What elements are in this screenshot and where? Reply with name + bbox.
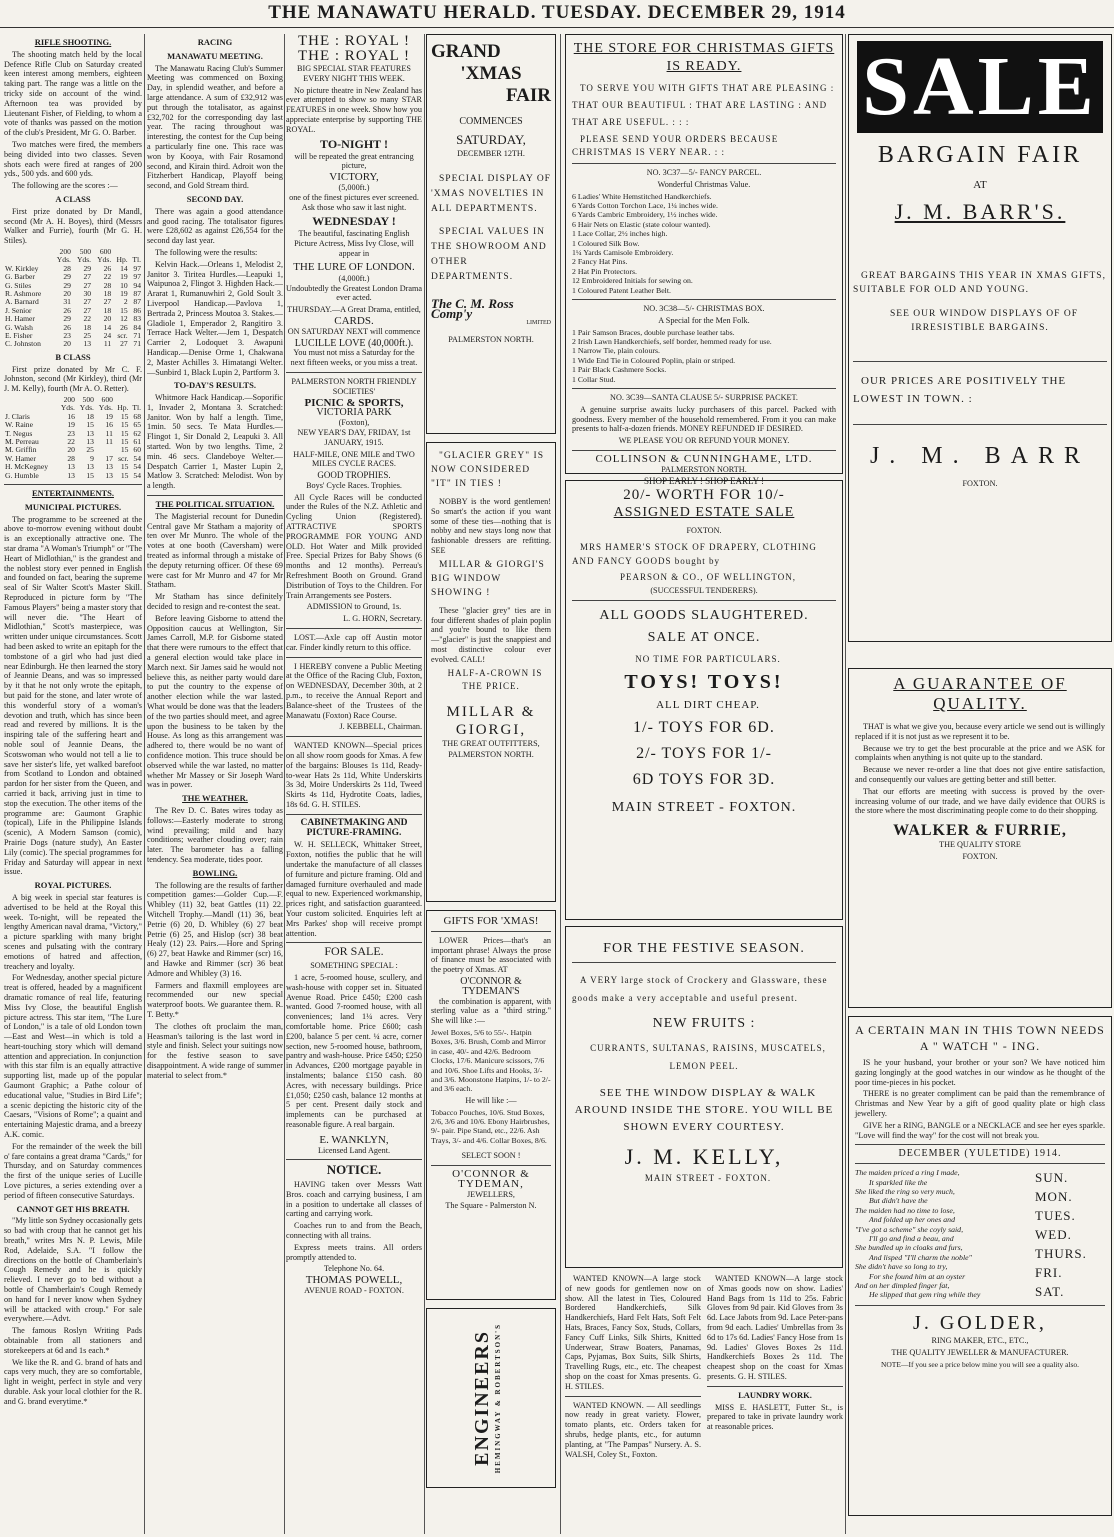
estate-cheap: ALL DIRT CHEAP. (656, 698, 760, 711)
walker-furrie: WALKER & FURRIE, (893, 822, 1067, 840)
table-header: 200 500 600 (59, 246, 112, 256)
table-row: G. Walsh 26 18 14 26 84 (5, 322, 141, 332)
estate-worth: 20/- WORTH FOR 10/- (623, 487, 785, 503)
picnic-text: All Cycle Races will be conducted under the Rules of the N.Z. Athletic and Cycling Union (Registered). ATTRACTIVE SPORTS PROGRAMME FOR YOUNG AND OLD. Hot Water and Milk provided Free. Special Prizes for Baby Shows (6 months and 12 months). Perreau's Refreshment Booth on Ground. Grand Distribution of Toys to the Children. For Train Arrangements see Posters. (286, 492, 422, 600)
political-text: Mr Statham has since definitely decided to resign and re-contest the seat. (147, 592, 283, 612)
political-text: The Magisterial recount for Dunedin Central gave Mr Statham a majority of ten over Mr Munro. The whole of the votes at one booth (Caversham) were treated as informal through a mistake of the deputy returning officer. Of these 69 were cast for Mr Munro and 47 for Mr Statham. (147, 511, 283, 590)
racing-heading: RACING (197, 37, 233, 47)
ross-limited: LIMITED (526, 319, 551, 326)
powell-name: THOMAS POWELL, (305, 1274, 403, 1287)
roslyn-text: The famous Roslyn Writing Pads obtainable from all stationers and storekeepers at 6d and 1s each.* (4, 1326, 142, 1355)
column-rule (284, 34, 285, 1534)
gifts-heading: GIFTS FOR 'XMAS! (443, 915, 539, 927)
list-item: 2 Hat Pin Protectors. (572, 266, 637, 276)
list-item: 6 Yards Cotton Torchon Lace, 1¼ inches wide. (572, 201, 718, 210)
gifts-he-list: Tobacco Pouches, 10/6. Stud Boxes, 2/6, 3/6 and 10/6. Ebony Hairbrushes, 9/- pair. Pipe Stand, etc., 22/6. Ash Trays, 3/- and 4/6. Collar Boxes, 8/6. (431, 1107, 550, 1145)
guarantee-text: Because we try to get the best procurable at the price and we ASK for complaints when anything is not quite up to the standard. (855, 743, 1105, 763)
estate-buyer: PEARSON & CO., OF WELLINGTON, (620, 571, 796, 582)
gifts-she-list: Jewel Boxes, 5/6 to 55/-. Hatpin Boxes, 3/6. Brush, Comb and Mirror in case, 40/- and 42/6. Bedroom Clocks, 17/6. Manicure scissors, 7/6 and 10/6. Shoe Lifts and Hooks, 3/- and 3/6. Moonstone Hatpins, 1/- to 2/- and 3/6 each. (431, 1027, 551, 1094)
laundry-text: MISS E. HASLETT, Futter St., is prepared to take in private laundry work at reasonable prices. (707, 1402, 843, 1432)
rifle-heading: RIFLE SHOOTING. (34, 37, 112, 47)
poem-line: The maiden had no time to lose, (855, 1205, 955, 1215)
fair-date: DECEMBER 12TH. (457, 148, 525, 158)
yuletide-days (1035, 1168, 1105, 1301)
racing-text: The following were the results: (155, 247, 258, 257)
cabinet-text: W. H. SELLECK, Whittaker Street, Foxton, notifies the public that he will undertake the manufacture of all classes of furniture and picture framing. Old and damaged furniture overhauled and made equal to new. Experienced workmanship, prices right, and satisfaction guaranteed. Your custom solicited. Enquiries left at Mrs Parkes' shop will receive prompt attention. (286, 840, 422, 938)
column-1 (4, 34, 142, 1534)
farmers-text: Farmers and flaxmill employees are recommended our new special waterproof boots. We guarantee them. R. T. Betty.* (147, 980, 283, 1019)
ross-logo: The C. M. Ross Comp'y (431, 296, 514, 322)
heasman-text: The clothes oft proclaim the man, Heasman's tailoring is the last word in style and finish. Select your suitings now for the festive season to save disappointment. A wide range of summer material to select from.* (147, 1021, 283, 1080)
bargain-text: GREAT BARGAINS THIS YEAR IN XMAS GIFTS, SUITABLE FOR OLD AND YOUNG. (853, 270, 1106, 295)
picnic-trophies: GOOD TROPHIES. (317, 470, 391, 481)
for-sale-heading: FOR SALE. (324, 944, 384, 959)
glacier-text: These "glacier grey" ties are in four different shades of plain poplin and you're bound to like them—"glacier" is just the snappiest and most distinctive colour ever evolved. CALL! (431, 605, 551, 664)
list-item: 1 Coloured Silk Bow. (572, 238, 640, 248)
millar-town: PALMERSTON NORTH. (448, 750, 534, 760)
stiles-notice: WANTED KNOWN—Special prices on all show room goods for Xmas. A few of the bargains: Blouses 1s 11d, Ready-to-wear Hats 2s 11d, White Underskirts 3s 3d, Moire Underskirts 2s 11d, Tweed Skirts 4s 11d, Hydrotite Coats, ladies, 18s 6d. G. H. STILES. (286, 741, 422, 809)
gifts-shop: O'CONNOR & TYDEMAN'S (460, 975, 522, 997)
table-row: M. Griffin 20 25 15 60 (5, 445, 141, 455)
table-row: R. Ashmore 20 30 18 19 87 (5, 288, 141, 298)
yuletide-poem (855, 1168, 1023, 1301)
racing-results: Kelvin Hack.—Orleans 1, Melodist 2, Janitor 3. Tiritea Hurdles.—Leapuki 1, Waipunoa 2, Flingot 3. Highden Hack.—Ararat 1, Rumanuwhiri 2, Gold Soult 3. Liverpool Handicap.—Pavlova 1, Bertrada 2, Princess Moutoa 3. Stakes.—Gladiole 1, Emperador 2, Rangitiro 3. Terrace Hack Welter.—Jem 1, Despatch Carrier 2, Lodoquet 3. Awapuni Handicap.—Denise Orme 1, Chakwana 2, Master Achilles 3. Himatangi Welter.—Sunbird 1, Black Lupin 2, Partform 3. (147, 259, 283, 377)
table-row: W. Hamer 28 9 17 scr. 54 (5, 453, 141, 463)
wednesday-heading: WEDNESDAY ! (312, 214, 396, 229)
table-row: M. Perreau 22 13 11 15 61 (5, 437, 141, 447)
fair-grand: GRAND (431, 41, 501, 62)
day-name: MON. (1035, 1189, 1073, 1205)
notice-text: HAVING taken over Messrs Watt Bros. coach and carrying business, I am in a position to undertake all classes of carting and carrying work. (286, 1180, 422, 1219)
poem-line: But didn't have the (869, 1196, 928, 1206)
fair-values: SPECIAL VALUES IN THE SHOWROOM AND OTHER DEPARTMENTS. (431, 227, 547, 283)
store-text: TO SERVE YOU WITH GIFTS THAT ARE PLEASING : THAT OUR BEAUTIFUL : THAT ARE LASTING : AND THAT ARE USEFUL. : : : (572, 83, 835, 127)
wanted-known-seedlings: WANTED KNOWN. — All seedlings now ready in great variety. Flower, tomato plants, etc. Orders taken for shrubs, hedge plants, etc., for autumn planting, at "The Pampas" Nursery. A. S. WALSH, Coley St., Foxton. (565, 1400, 701, 1459)
poem-line: "I've got a scheme" she coyly said, (855, 1224, 964, 1234)
royal-ad-title: THE : ROYAL ! (297, 33, 411, 49)
list-item: 6 Hair Nets on Elastic (state colour wanted). (572, 219, 711, 229)
bargain-prices: OUR PRICES ARE POSITIVELY THE LOWEST IN TOWN. : (853, 374, 1067, 405)
tonight-heading: TO-NIGHT ! (320, 136, 388, 151)
rifle-text: The following are the scores :— (12, 181, 118, 191)
golder-trade: RING MAKER, ETC., ETC., (931, 1336, 1029, 1346)
table-row: G. Stiles 29 27 28 10 94 (5, 280, 141, 290)
box-list (572, 328, 836, 384)
poem-line: He slipped that gem ring while they (869, 1290, 981, 1300)
estate-once: SALE AT ONCE. (647, 629, 761, 645)
gifts-address: The Square - Palmerston N. (445, 1201, 537, 1211)
column-6 (848, 34, 1112, 1534)
day-name: FRI. (1035, 1265, 1063, 1281)
royal-ad-text: No picture theatre in New Zealand has ever attempted to show so many STAR FEATURES in one week. Show how you appreciate enterprise by supporting THE ROYAL. (286, 85, 422, 134)
b-class-text: First prize donated by Mr C. F. Johnston, second (Mr Kirkley), third (Mr J. M. Kelly), fourth (Mr A. O. Retter). (4, 364, 142, 394)
municipal-text: The programme to be screened at the above to-morrow evening without doubt is an exceptionally attractive one. The star drama "A Woman's Triumph" or "The Heart of Midlothian," is the grandest and the noblest story ever penned in English and founded on fact, bearing the supreme seal of Sir Walter Scott's Master Skill. Reproduced in picture form by "The Famous Players" being a master story that will never die. "The Heart of Midlothian," Scott's masterpiece, was written under unique circumstances. Scott had been asked to write an epitaph for the tombstone of a girl who had just died near Edinburgh. He then learned the story of Jeannie Deans, and was so impressed by it that he not only wrote the epitaph, but paid for the stone, and later wrote of this wonderful story of a woman's devotion and truth, which has since been read and revered by millions. It is the inspiring tale of the suffering heart and noble soul of Jeannie Deans, the Scotswoman who would not tell a lie to save her sister's life, yet walked barefoot from Scotland to London and obtained pardon for her sister from the Queen, and carried it back, arriving just in time to stop the execution. The other items of the programme are: Gaumont Graphic (topical), Life in the Philippine Islands (scenic), A Modern Samson (comic), Prairie Dogs (nature study), An Easter Lily (comic). The special programmes for Friday and Saturday will appear in next issue. (4, 514, 142, 877)
store-text: PLEASE SEND YOUR ORDERS BECAUSE CHRISTMAS IS VERY NEAR. : : (572, 134, 779, 157)
table-header: 200 500 600 (63, 395, 113, 404)
bargain-window: SEE OUR WINDOW DISPLAYS OF OF IRRESISTIBLE BARGAINS. (890, 308, 1078, 333)
laundry-heading: LAUNDRY WORK. (738, 1389, 812, 1400)
festive-heading: FOR THE FESTIVE SEASON. (603, 941, 805, 956)
sale-banner: SALE (857, 41, 1103, 133)
lost-notice: LOST.—Axle cap off Austin motor car. Finder kindly return to this office. (286, 633, 422, 652)
political-heading: THE POLITICAL SITUATION. (155, 499, 275, 510)
tonight-text: will be repeated the great entrancing picture, (294, 151, 414, 171)
list-item: 1 Lace Collar, 2½ inches high. (572, 229, 668, 239)
table-row: A. Barnard 31 27 27 2 87 (5, 297, 141, 307)
day-name: TUES. (1035, 1208, 1076, 1224)
festive-text: A VERY large stock of Crockery and Glassware, these goods make a very acceptable and useful present. (572, 975, 828, 1003)
gifts-jewellers-name: O'CONNOR & TYDEMAN, (452, 1168, 530, 1190)
b-class-table (4, 396, 142, 480)
entertainments-heading: ENTERTAINMENTS. (32, 488, 114, 499)
table-row: E. Fisher 23 25 24 scr. 71 (5, 331, 141, 340)
poem-line: She didn't have so long to try, (855, 1262, 948, 1272)
wanklyn-name: E. WANKLYN, (319, 1133, 389, 1146)
box-sub: A Special for the Men Folk. (658, 315, 750, 325)
list-item: 2 Fancy Hat Pins. (572, 257, 628, 267)
store-heading: THE STORE FOR CHRISTMAS GIFTS IS READY. (573, 41, 835, 74)
rifle-text: Two matches were fired, the members being divided into two classes. Seven shots each were fired at ranges of 200 yds., 500 yds. and 600 yds. (4, 139, 142, 179)
royal-ad-sub: BIG SPECIAL STAR FEATURES EVERY NIGHT THIS WEEK. (297, 64, 411, 83)
bowling-heading: BOWLING. (192, 867, 238, 878)
a-class-heading: A CLASS (55, 193, 91, 204)
wednesday-text: The beautiful, fascinating English Picture Actress, Miss Ivy Close, will appear in (294, 229, 414, 258)
santa-heading: NO. 3C39—SANTA CLAUSE 5/- SURPRISE PACKET. (610, 393, 798, 403)
royal-text: For Wednesday, another special picture treat is offered, headed by a magnificent dramatic romance of real life, featuring Miss Ivy Close, the beautiful English picture actress. This star item, "The Lure of London," is a tale of old London town—East and West—in which is told a heart-touching story which will demand attention and appreciation. In conjunction with this star film is an equally attractive supporting list, made up of the popular Gaumont Graphic; a Pathe colour of educational value, "Studies in Bird Life"; a scenic depicting the historic city of the Caesars, "Visions of Rome"; a quaint and entertaining Majestic drama, and a breezy A.K. comic. (4, 973, 142, 1140)
estate-town: FOXTON. (686, 526, 722, 535)
weather-heading: THE WEATHER. (182, 793, 248, 804)
list-item: 1 Pair Samson Braces, double purchase leather tabs. (572, 327, 735, 337)
table-row: G. Humble 13 15 13 15 54 (5, 470, 141, 480)
table-header: Yds. Yds. Yds. Hp. Tl. (60, 403, 141, 413)
barr-town: FOXTON. (962, 478, 998, 488)
list-item: 2 Irish Lawn Handkerchiefs, self border, hemmed ready for use. (572, 337, 772, 347)
barr-name: J. M. BARR (869, 442, 1091, 469)
powell-address: AVENUE ROAD - FOXTON. (304, 1286, 404, 1296)
breath-text: "My little son Sydney occasionally gets so bad with croup that he cannot get his breath," writes Mrs N. P. Lewis, Mile Rod, Adelaide, S.A. "I follow the directions on the bottle of Chamberlain's Cough Remedy and he is quickly relieved. I never go to bed without a bottle of Chamberlain's Cough Remedy on hand for I never know when Sydney will be attacked with croup." For sale everywhere.—Advt. (4, 1216, 143, 1324)
table-row: C. Johnston 20 13 11 27 71 (5, 339, 141, 349)
walker-furrie-town: FOXTON. (962, 851, 998, 861)
today-text: Whitmore Hack Handicap.—Soporific 1, Invader 2, Montana 3. Scratched: Janitor. Won by half a length. Time, 1min. 50 secs. Te Mata Hurdles.—Flingot 1, Sir Donald 2, Leapuki 3. All started. Won by two lengths. Time, 2 min. 46 secs. Clandeboye Welter.—Despatch Carrier 1, Master Lupin 2, Matlow 3. Scratched: Melodist. Won by a length. (147, 393, 283, 491)
fruits-list: CURRANTS, SULTANAS, RAISINS, MUSCATELS, LEMON PEEL. (590, 1043, 826, 1071)
picnic-admission: ADMISSION to Ground, 1s. (306, 602, 402, 612)
weather-text: The Rev D. C. Bates wires today as follows:—Easterly moderate to strong wind prevailing; mild and hazy conditions; weather clouding over; rain later. The barometer has a falling tendency. Sea moderate, tides poor. (147, 805, 283, 864)
cards-title: CARDS. (334, 314, 374, 327)
lure-length: (4,000ft.) (338, 273, 370, 283)
festive-see: SEE THE WINDOW DISPLAY & WALK AROUND INSIDE THE STORE. YOU WILL BE SHOWN EVERY COURTESY. (574, 1087, 834, 1133)
engineers-firm: HEMINGWAY & ROBERTSON'S (494, 1322, 502, 1474)
day-name: SAT. (1035, 1284, 1065, 1300)
bowling-text: The following are the results of farther competition games:—Golder Cup.—F. Whibley (11) 32, beat Gattles (11) 22. Witchell Trophy.—Mandl (11) 36, beat Petrie (6) 20, D. Whibley (6) 27 beat Petrie (6) 25, and Hislop (scr) 38 beat Healy (12) 23. Pairs.—Hore and Spring (6) 27, beat Hawke and Rimmer (scr) 16, and Hawke and Rimmer (scr) 36 beat Admore and Whibley (3) 16. (147, 880, 283, 978)
meeting-heading: MANAWATU MEETING. (167, 50, 263, 61)
picnic-secretary: L. G. HORN, Secretary. (343, 614, 422, 624)
list-item: 1¼ Yards Camisole Embroidery. (572, 248, 674, 258)
golder-name: J. GOLDER, (913, 1312, 1047, 1335)
notice-telephone: Telephone No. 64. (323, 1264, 385, 1274)
millar-outfitters: THE GREAT OUTFITTERS, (442, 738, 540, 748)
column-4 (426, 34, 556, 1534)
wanted-known-ladies: WANTED KNOWN—A large stock of Xmas goods now on show. Ladies' Hand Bags from 1s 11d to 25s. Fabric Gloves from 9d pair. Kid Gloves from 3s 6d. Lace Jabots from 9d. Lace Peter-pans from 9d each. Ladies' Umbrellas from 3s 6d to 17s 6d. Ladies' Fancy Hose from 1s 9d. Ladies' Gloves Boxes 2s 11d. Handkerchiefs Boxes 2s 11d. The cheapest shop on the coast for Xmas presents. G. H. STILES. (707, 1274, 843, 1381)
list-item: 1 Narrow Tie, plain colours. (572, 346, 660, 356)
bargain-fair: BARGAIN FAIR (877, 142, 1083, 168)
wanklyn-title: Licensed Land Agent. (317, 1145, 391, 1155)
poem-line: For she found him at an oyster (869, 1271, 966, 1281)
column-2 (147, 34, 283, 1534)
poem-line: She bundled up in cloaks and furs, (855, 1243, 963, 1253)
golder-quality: THE QUALITY JEWELLER & MANUFACTURER. (891, 1347, 1069, 1357)
glacier-heading: "GLACIER GREY" IS NOW CONSIDERED "IT" IN TIES ! (431, 451, 544, 489)
parcel-heading: NO. 3C37—5/- FANCY PARCEL. (646, 168, 762, 177)
for-sale-text: 1 acre, 5-roomed house, scullery, and wash-house with copper set in. Situated Avenue Road. Price £450; £200 cash wanted. Good 7-roomed house, with all conveniences; land 1¼ acres. Very comfortable home. Price £600; cash £200, balance 5 per cent. ¼ acre, corner section, new 5-roomed house, bathroom, pantry and wash-house. Price £450; £250 in Advances, £200 mortgage payable in instalments; balance £150 cash. 80 Acres, with necessary buildings. Price £1,050; £250 cash, balance 12 months at 5 per cent. Present daily stock and implements can be purchased at reasonable figure. A real bargain. (286, 972, 422, 1129)
breath-heading: CANNOT GET HIS BREATH. (16, 1203, 130, 1214)
fair-xmas: 'XMAS (460, 63, 522, 84)
list-item: 1 Wide End Tie in Coloured Poplin, plain or striped. (572, 355, 736, 365)
rifle-text: The shooting match held by the local Defence Rifle Club on Saturday created keen interest among members, eighteen taking part. The range was a little on the tricky side on account of the wind. Afternoon tea was provided by Lieutenant Fisher, of Fielding, to whom a vote of thanks was passed on the motion of the club's President, Mr G. O. Barber. (4, 49, 142, 138)
fair-display: SPECIAL DISPLAY OF 'XMAS NOVELTIES IN ALL DEPARTMENTS. (431, 174, 551, 215)
b-class-heading: B CLASS (55, 351, 91, 362)
walker-furrie-sub: THE QUALITY STORE (939, 840, 1021, 850)
lure-title: THE LURE OF LONDON. (293, 260, 415, 273)
poem-line: And lisped "I'll charm the noble" (869, 1252, 972, 1262)
table-header: Yds. Yds. Yds. Hp. Tl. (56, 255, 141, 265)
list-item: 1 Collar Stud. (572, 374, 616, 384)
today-heading: TO-DAY'S RESULTS. (174, 380, 256, 391)
estate-toy-price: 1/- TOYS FOR 6D. (633, 718, 775, 736)
estate-text: MRS HAMER'S STOCK OF DRAPERY, CLOTHING AND FANCY GOODS bought by (572, 541, 817, 566)
poem-line: The maiden priced a ring I made, (855, 1168, 960, 1178)
royal-ad-title: THE : ROYAL ! (297, 48, 411, 64)
fair-fair: FAIR (505, 85, 551, 106)
list-item: 1 Coloured Patent Leather Belt. (572, 285, 671, 295)
meeting-chairman: J. KEBBELL, Chairman. (339, 722, 422, 732)
estate-toy-price: 6D TOYS FOR 3D. (632, 770, 776, 788)
victory-text: one of the finest pictures ever screened. Ask those who saw it last night. (289, 192, 419, 212)
watch-text: THERE is no greater compliment can be paid than the remembrance of Christmas and New Year by a gift of good quality plate or high class jewellery. (855, 1089, 1105, 1118)
table-row: W. Kirkley 28 29 26 14 97 (5, 263, 141, 273)
thursday-text: THURSDAY.—A Great Drama, entitled, (287, 305, 421, 315)
glacier-price: HALF-A-CROWN IS THE PRICE. (447, 667, 543, 691)
royal-heading: ROYAL PICTURES. (34, 880, 112, 891)
estate-notime: NO TIME FOR PARTICULARS. (635, 653, 781, 664)
column-3 (286, 34, 422, 1534)
notice-heading: NOTICE. (326, 1162, 382, 1178)
fair-commences: COMMENCES (459, 116, 523, 127)
golder-note: NOTE—If you see a price below mine you will see a quality also. (880, 1359, 1080, 1369)
gifts-he-heading: He will like :— (465, 1095, 517, 1105)
gifts-jewellers: JEWELLERS, (467, 1189, 515, 1199)
bargain-barrs: J. M. BARR'S. (894, 198, 1066, 224)
collinson-name: COLLINSON & CUNNINGHAME, LTD. (595, 453, 813, 466)
notice-text: Express meets trains. All orders promptly attended to. (286, 1242, 422, 1262)
guarantee-text: Because we never re-order a line that does not give entire satisfaction, and consequently our values are getting better and still better. (855, 765, 1105, 784)
for-sale-sub: SOMETHING SPECIAL : (310, 961, 398, 971)
picnic-boys: Boys' Cycle Races. Trophies. (306, 480, 402, 490)
day-name: SUN. (1035, 1170, 1069, 1186)
a-class-table (4, 248, 142, 349)
estate-slaughtered: ALL GOODS SLAUGHTERED. (599, 607, 809, 623)
table-row: G. Barber 29 27 22 19 97 (5, 272, 141, 282)
picnic-title: PICNIC & SPORTS, (304, 396, 404, 409)
millar-giorgi: MILLAR & GIORGI, (446, 703, 536, 738)
ross-town: PALMERSTON NORTH. (448, 334, 534, 344)
victory-title: VICTORY, (329, 171, 379, 184)
watch-text: GIVE her a RING, BANGLE or a NECKLACE and see her eyes sparkle. "Love will find the way" for the cost will not break you. (855, 1120, 1105, 1140)
poem-line: And on her dimpled finger fat, (855, 1281, 950, 1291)
lure-text: Undoubtedly the Greatest London Drama ever acted. (286, 283, 422, 303)
picnic-venue: VICTORIA PARK (316, 407, 392, 419)
list-item: 6 Yards Cambric Embroidery, 1½ inches wide. (572, 210, 718, 220)
day-name: THURS. (1035, 1246, 1087, 1262)
engineers-title: ENGINEERS (471, 1330, 494, 1466)
poem-line: She liked the ring so very much, (855, 1186, 955, 1196)
meeting-notice: I HEREBY convene a Public Meeting at the Office of the Racing Club, Foxton, on WEDNESDAY, December 30th, at 2 p.m., to receive the Annual Report and Balance-sheet of the Trustees of the Manawatu (Foxton) Race Course. (286, 661, 422, 720)
masthead: THE MANAWATU HERALD. TUESDAY. DECEMBER 29, 1914 (0, 2, 1114, 28)
poem-line: And folded up her ones and (869, 1215, 955, 1225)
poem-line: I'll go and find a beau, and (869, 1234, 954, 1244)
kelly-address: MAIN STREET - FOXTON. (644, 1173, 772, 1183)
column-rule (845, 34, 846, 1534)
cabinet-heading: CABINETMAKING AND PICTURE-FRAMING. (300, 817, 408, 838)
victory-length: (5,000ft.) (338, 182, 370, 192)
guarantee-text: That our efforts are meeting with success is proved by the over-increasing volume of our trade, and we have daily evidence that OURS is the store where the most discriminating people come to do their shopping. (855, 786, 1105, 816)
gifts-select: SELECT SOON ! (461, 1151, 521, 1161)
santa-promise: WE PLEASE YOU OR REFUND YOUR MONEY. (618, 436, 790, 446)
a-class-text: First prize donated by Dr Mandl, second (Mr A. H. Boyes), third (Messrs Walker and Furrie), fourth (Mr G. H. Stiles). (4, 206, 142, 246)
wanted-known-gentlemen: WANTED KNOWN—A large stock of new goods for gentlemen now on show. All the latest in Ties, Coloured Bordered Handkerchiefs, Silk Handkerchiefs, Hard Felt Hats, Soft Felt Hats, Braces, Fancy Sox, Studs, Collars, Fancy Cuff Links, Silk Shirts, Knitted Underwear, Straw Boaters, Panamas, Caps, Pyjamas, Box Suits, Silk Shirts, Travelling Rugs, etc., etc. The cheapest shop on the coast for Xmas presents. G. H. STILES. (565, 1274, 701, 1391)
list-item: 12 Embroidered Initials for sewing on. (572, 276, 693, 286)
guarantee-heading: A GUARANTEE OF QUALITY. (893, 674, 1067, 713)
picnic-town: (Foxton), (338, 418, 370, 428)
lucille-text: You must not miss a Saturday for the next fifteen weeks, or you miss a treat. (290, 348, 418, 368)
list-item: 1 Pair Black Cashmere Socks. (572, 365, 667, 375)
lucille-title: LUCILLE LOVE (40,000ft.). (294, 337, 414, 349)
royal-text: A big week in special star features is advertised to be held at the Royal this week. To-night, will be repeated the lengthy American naval drama, "Victory," a picture sparkling with many bright scenes and pulsating with the contrary emotions of hatred and affection, treachery and loyalty. (4, 892, 142, 971)
santa-text: A genuine surprise awaits lucky purchasers of this parcel. Packed with goodness. Every member of the household remembered. From it you can make presents to half-a-dozen friends. MONEY REFUNDED IF DESIRED. (572, 404, 836, 434)
estate-toy-price: 2/- TOYS FOR 1/- (636, 744, 772, 762)
gifts-text: LOWER Prices—that's an important phrase! Always the prose of finance must be associated with the poetry of Xmas. AT (431, 935, 551, 975)
kelly-name: J. M. KELLY, (624, 1144, 784, 1169)
second-day-heading: SECOND DAY. (186, 193, 244, 204)
saturday-text: ON SATURDAY NEXT will commence (287, 326, 421, 336)
political-text: Before leaving Gisborne to attend the Opposition caucus at Wellington, Sir James Carroll, M.P. for Gisborne stated that there were rumours to the effect that a general election would take place in March next. Sir James said he would not believe this, as neither party would dare to put the country to the expense of another election while the war lasted. What would be done was that the leaders of the two parties should meet, and agree upon the business to be taken by the House. As long as this arrangement was adhered to, there would be no want of confidence motion. This truce should be observed while the war lasted, no matter whether Mr Massey or Sir Joseph Ward was in power. (147, 613, 283, 790)
column-rule (424, 34, 425, 1534)
table-row: H. McKegney 13 13 13 15 54 (5, 462, 141, 472)
estate-heading: ASSIGNED ESTATE SALE (613, 505, 795, 520)
list-item: 6 Ladies' White Hemstitched Handkerchiefs. (572, 191, 712, 201)
poem-line: It sparkled like the (869, 1177, 928, 1187)
notice-text: Coaches run to and from the Beach, connecting with all trains. (286, 1221, 422, 1241)
day-name: WED. (1035, 1227, 1072, 1243)
hats-text: We like the R. and G. brand of hats and caps very much, they are so comfortable, light in weight, perfect in style and very durable. Ask your local clothier for the R. and G. brand everytime.* (4, 1357, 142, 1406)
picnic-races: HALF-MILE, ONE MILE and TWO MILES CYCLE RACES. (293, 449, 415, 469)
fruits-heading: NEW FRUITS : (652, 1016, 756, 1031)
racing-text: There was again a good attendance and good racing. The totalisator figures were £28,602 as against £26,554 for the second day last year. (147, 206, 283, 246)
table-row: J. Claris 16 18 19 15 68 (5, 411, 141, 421)
estate-toys: TOYS! TOYS! (624, 670, 784, 693)
glacier-text: NOBBY is the word gentlemen! So smart's the action if you want some of these ties—nothing that is nobby and new stays long now that fashionable dressers are refitting. SEE (431, 497, 551, 555)
table-row: H. Hamer 29 22 20 12 83 (5, 314, 141, 324)
estate-tenderers: (SUCCESSFUL TENDERERS). (650, 585, 758, 595)
collinson-shop-early: SHOP EARLY ! SHOP EARLY ! (643, 475, 765, 486)
parcel-sub: Wonderful Christmas Value. (657, 179, 751, 189)
gifts-text: the combination is apparent, with sterling value as a "third string." She will like :— (431, 996, 551, 1026)
fair-day: SATURDAY, (456, 131, 526, 147)
watch-text: IS he your husband, your brother or your son? We have noticed him gazing longingly at the good watches in our window as he thought of the poor time-pieces in his pocket. (855, 1058, 1105, 1087)
table-row: W. Raine 19 15 16 15 65 (5, 420, 141, 430)
glacier-shop: MILLAR & GIORGI'S BIG WINDOW SHOWING ! (431, 559, 545, 598)
parcel-list (572, 192, 836, 295)
royal-text: For the remainder of the week the bill o' fare contains a great drama "Cards," for Thursday, and on Saturday commences the first of the unique series of Lucille Love pictures, a series extending over a period of fifteen consecutive Saturdays. (4, 1141, 142, 1200)
column-rule (560, 34, 561, 1534)
racing-text: The Manawatu Racing Club's Summer Meeting was commenced on Boxing Day, in splendid weather, and before a large attendance. A sum of £32,912 was put through the totalisator, as against £32,702 for the corresponding day last year. The racing throughout was interesting, the contest for the Cup being a particularly fine one. This race was won by Kooya, with Fair Rosamond second, and Kirain third. Adroit won the Fitzherbert Handicap, Playoff being second, and Gold Stream third. (147, 63, 283, 191)
estate-address: MAIN STREET - FOXTON. (611, 799, 797, 815)
bargain-at: AT (973, 179, 987, 191)
box-heading: NO. 3C38—5/- CHRISTMAS BOX. (643, 304, 765, 314)
picnic-heading: PALMERSTON NORTH FRIENDLY SOCIETIES' (291, 376, 417, 396)
watch-heading: A CERTAIN MAN IN THIS TOWN NEEDS A " WATCH " - ING. (855, 1023, 1105, 1053)
table-row: J. Senior 26 27 18 15 86 (5, 305, 141, 315)
column-5 (565, 34, 843, 1534)
collinson-town: PALMERSTON NORTH. (661, 464, 747, 474)
december-heading: DECEMBER (YULETIDE) 1914. (898, 1148, 1062, 1160)
municipal-heading: MUNICIPAL PICTURES. (24, 501, 122, 512)
guarantee-text: THAT is what we give you, because every article we send out is willingly replaced if it is not just as we represent it to be. (855, 722, 1105, 741)
picnic-date: NEW YEAR'S DAY, FRIDAY, 1st JANUARY, 1915. (297, 427, 411, 447)
column-rule (144, 34, 145, 1534)
table-row: T. Negus 23 13 11 15 62 (5, 428, 141, 438)
